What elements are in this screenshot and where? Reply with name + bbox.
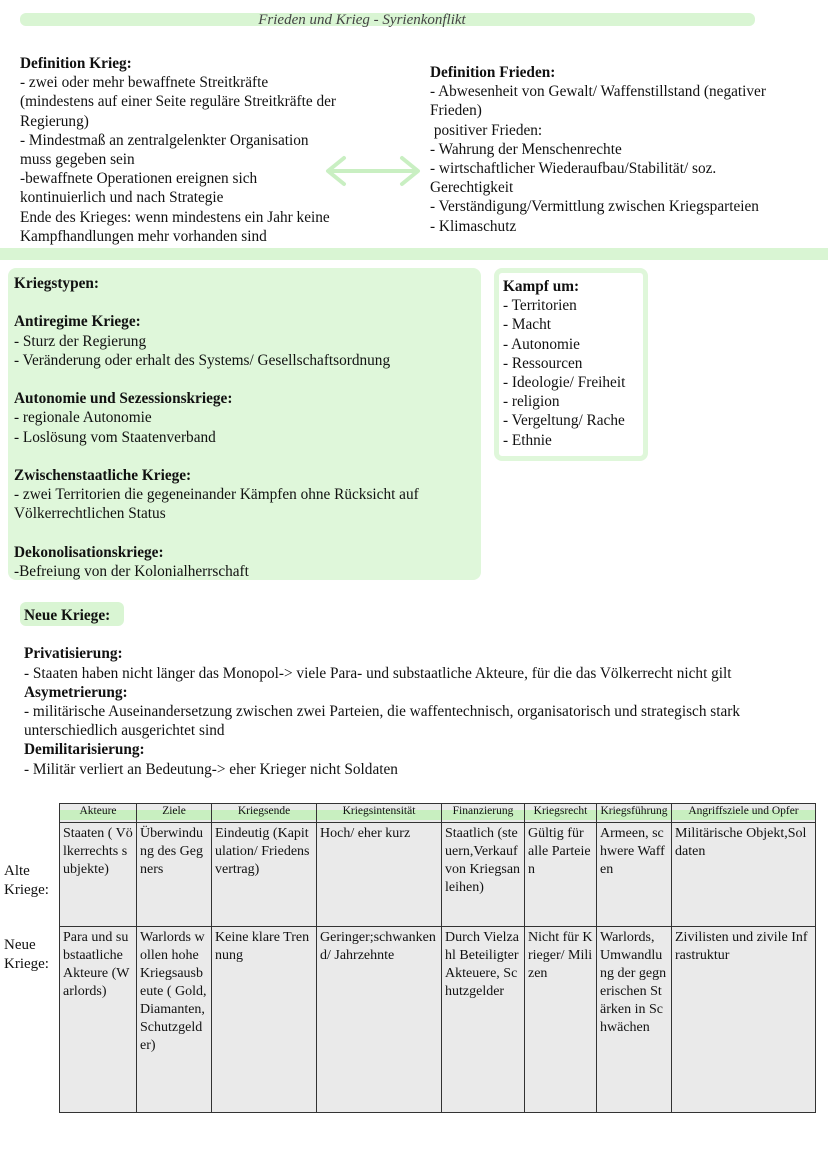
neue-kriege-title: Demilitarisierung: [24,741,145,759]
table-header: Angriffsziele und Opfer [672,804,816,823]
row-label-neue-text: Neue Kriege: [4,937,49,972]
table-cell: Keine klare Trennung [212,927,317,1113]
table-cell: Überwindung des Gegners [137,823,212,927]
table-cell: Staaten ( Völkerrechts subjekte) [60,823,137,927]
kriegstyp-title: Autonomie und Sezessionskriege: [14,390,233,408]
table-cell: Hoch/ eher kurz [317,823,442,927]
table-row [60,927,816,1113]
definition-frieden-line: Frieden) [430,102,482,120]
kriegstyp-line: - regionale Autonomie [14,409,152,427]
kampf-um [503,277,625,450]
kriegstyp-line: - Loslösung vom Staatenverband [14,428,216,446]
definition-frieden-line: - Abwesenheit von Gewalt/ Waffenstillstand (negativer [430,83,766,101]
kampf-um-item: - Ideologie/ Freiheit [503,374,626,392]
page-title: Frieden und Krieg - Syrienkonflikt [258,12,466,28]
kampf-um-item: - Ethnie [503,431,552,449]
definition-frieden-line: Gerechtigkeit [430,179,514,197]
kriegstyp-title: Antiregime Kriege: [14,313,141,331]
table-cell: Durch Vielzahl Beteiligter Akteuere, Schutzgelder [442,927,525,1113]
table-cell: Staatlich (steuern,Verkauf von Kriegsanleihen) [442,823,525,927]
definition-frieden-line: - Klimaschutz [430,217,517,235]
definition-krieg-line: Ende des Krieges: wenn mindestens ein Jahr keine [20,208,330,226]
double-arrow-icon [322,153,424,189]
kampf-um-heading: Kampf um: [503,278,580,295]
kampf-um-item: - Territorien [503,297,577,315]
table-header: Finanzierung [442,804,525,823]
table-cell: Warlords wollen hohe Kriegsausbeute ( Gold, Diamanten, Schutzgelder) [137,927,212,1113]
table-cell: Militärische Objekt,Soldaten [672,823,816,927]
definition-krieg [20,54,336,246]
kampf-um-item: - Ressourcen [503,354,583,372]
definition-frieden-line: - Wahrung der Menschenrechte [430,140,622,158]
definition-krieg-line: - Mindestmaß an zentralgelenkter Organisation [20,131,309,149]
kriegstypen-heading: Kriegstypen: [14,275,99,292]
neue-kriege-line: - militärische Auseinandersetzung zwischen zwei Parteien, die waffentechnisch, organisatorisch und strategisch stark [24,703,741,721]
kampf-um-item: - Vergeltung/ Rache [503,412,625,430]
table-header-row [60,804,816,823]
neue-kriege-title: Privatisierung: [24,645,123,663]
table-cell: Armeen, schwere Waffen [597,823,672,927]
kriegstyp-line: - zwei Territorien die gegeneinander Kämpfen ohne Rücksicht auf [14,486,419,504]
definition-krieg-heading: Definition Krieg: [20,55,132,72]
kriegstyp-line: Völkerrechtlichen Status [14,505,166,523]
kampf-um-item: - Autonomie [503,335,580,353]
kriegstyp-title: Zwischenstaatliche Kriege: [14,467,192,485]
table-cell: Geringer;schwankend/ Jahrzehnte [317,927,442,1113]
table-cell: Nicht für Krieger/ Milizen [525,927,597,1113]
row-label-neue [4,936,56,974]
kriegstypen [14,274,419,581]
table-cell: Zivilisten und zivile Infrastruktur [672,927,816,1113]
definition-frieden-line: positiver Frieden: [430,121,543,139]
table-header: Kriegsende [212,804,317,823]
section-divider [0,248,828,260]
table-header: Kriegsintensität [317,804,442,823]
kriegstyp-line: -Befreiung von der Kolonialherrschaft [14,563,249,581]
kriegstyp-line: - Sturz der Regierung [14,332,147,350]
definition-krieg-line: -bewaffnete Operationen ereignen sich [20,170,258,188]
table-cell: Warlords, Umwandlung der gegnerischen Stärken in Schwächen [597,927,672,1113]
table-cell: Para und substaatliche Akteure (Warlords) [60,927,137,1113]
definition-frieden [430,63,766,236]
table-cell: Eindeutig (Kapitulation/ Friedensvertrag) [212,823,317,927]
table-header: Akteure [60,804,137,823]
kampf-um-item: - Macht [503,316,551,334]
row-label-alte [4,862,56,900]
definition-krieg-line: muss gegeben sein [20,151,135,169]
definition-krieg-line: - zwei oder mehr bewaffnete Streitkräfte [20,74,269,92]
neue-kriege-heading: Neue Kriege: [24,607,111,624]
definition-frieden-line: - wirtschaftlicher Wiederaufbau/Stabilität/ soz. [430,160,717,178]
table-cell: Gültig für alle Parteien [525,823,597,927]
kriegstyp-line: - Veränderung oder erhalt des Systems/ Gesellschaftsordnung [14,351,391,369]
neue-kriege-title: Asymetrierung: [24,683,128,701]
definition-krieg-line: kontinuierlich und nach Strategie [20,189,224,207]
definition-krieg-line: (mindestens auf einer Seite reguläre Streitkräfte der [20,93,336,111]
definition-frieden-line: - Verständigung/Vermittlung zwischen Kriegsparteien [430,198,759,216]
neue-kriege-line: - Militär verliert an Bedeutung-> eher Krieger nicht Soldaten [24,760,398,778]
definition-krieg-line: Regierung) [20,112,89,130]
neue-kriege-line: unterschiedlich ausgerichtet sind [24,722,225,740]
table-header: Ziele [137,804,212,823]
kriegstyp-title: Dekonolisationskriege: [14,543,164,561]
comparison-table [59,803,816,1113]
table-header: Kriegsrecht [525,804,597,823]
neue-kriege-line: - Staaten haben nicht länger das Monopol-> viele Para- und substaatliche Akteure, für die das Völkerrecht nicht gilt [24,664,732,682]
definition-frieden-heading: Definition Frieden: [430,64,556,81]
table-row [60,823,816,927]
kampf-um-item: - religion [503,393,560,411]
row-label-alte-text: Alte Kriege: [4,863,49,898]
neue-kriege [24,606,740,779]
definition-krieg-line: Kampfhandlungen mehr vorhanden sind [20,227,267,245]
table-header: Kriegsführung [597,804,672,823]
